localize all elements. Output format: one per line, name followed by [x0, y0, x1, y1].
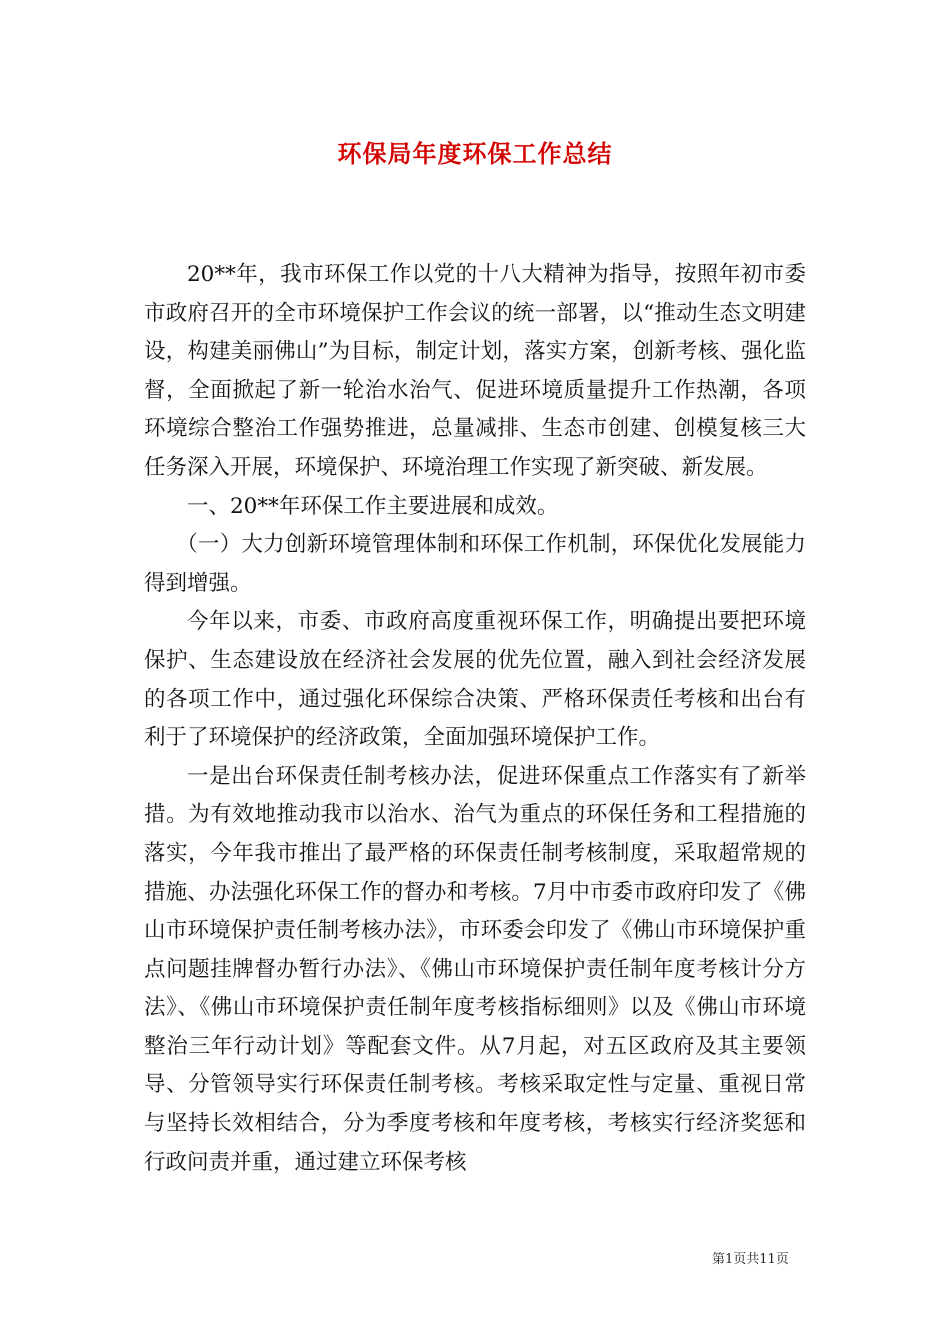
paragraph-overview: 今年以来，市委、市政府高度重视环保工作，明确提出要把环境保护、生态建设放在经济社会发展的优先位置，融入到社会经济发展的各项工作中，通过强化环保综合决策、严格环保责任考核和出台有利于了环境保护的经济政策，全面加强环境保护工作。 [144, 609, 806, 751]
page-number: 第1页共11页 [712, 1252, 789, 1267]
section-heading-1: 一、20**年环保工作主要进展和成效。 [187, 493, 559, 519]
paragraph-measure-1: 一是出台环保责任制考核办法，促进环保重点工作落实有了新举措。为有效地推动我市以治水、治气为重点的环保任务和工程措施的落实，今年我市推出了最严格的环保责任制考核制度，采取超常规的措施、办法强化环保工作的督办和考核。7月中市委市政府印发了《佛山市环境保护责任制考核办法》，市环委会印发了《佛山市环境保护重点问题挂牌督办暂行办法》、《佛山市环境保护责任制年度考核计分方法》、《佛山市环境保护责任制年度考核指标细则》以及《佛山市环境整治三年行动计划》等配套文件。从7月起，对五区政府及其主要领导、分管领导实行环保责任制考核。考核采取定性与定量、重视日常与坚持长效相结合，分为季度考核和年度考核，考核实行经济奖惩和行政问责并重，通过建立环保考核 [144, 763, 806, 1175]
document-title: 环保局年度环保工作总结 [337, 140, 613, 168]
paragraph-intro: 20**年，我市环保工作以党的十八大精神为指导，按照年初市委市政府召开的全市环境保护工作会议的统一部署，以“推动生态文明建设，构建美丽佛山”为目标，制定计划，落实方案，创新考核、强化监督，全面掀起了新一轮治水治气、促进环境质量提升工作热潮，各项环境综合整治工作强势推进，总量减排、生态市创建、创模复核三大任务深入开展，环境保护、环境治理工作实现了新突破、新发展。 [144, 262, 806, 480]
subsection-heading-1: （一）大力创新环境管理体制和环保工作机制，环保优化发展能力得到增强。 [144, 532, 806, 596]
document-body [144, 256, 806, 1182]
